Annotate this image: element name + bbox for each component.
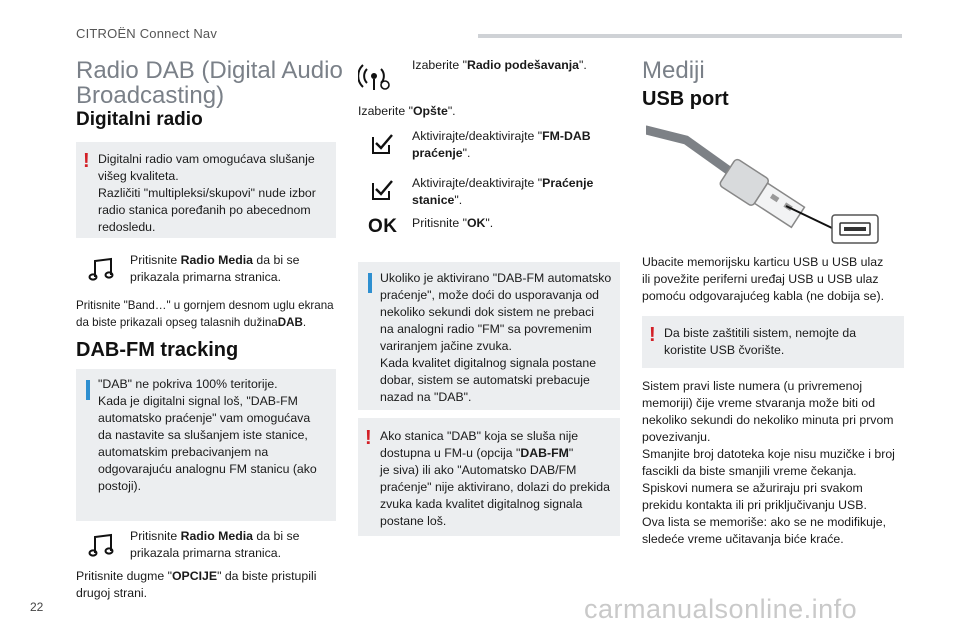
warning-text: Ako stanica "DAB" koja se sluša nije dostupna u FM-u (opcija "DAB-FM" je siva) ili ako "Automatsko DAB/FM praćenje" nije aktivirano, dolazi do prekida zvuka kada kvalitet digitalnog signala postane loš. [380, 429, 610, 528]
info-text: Ukoliko je aktivirano "DAB-FM automatsko praćenje", može doći do usporavanja od nekoliko sekundi dok sistem ne prebaci na analogni radio "FM" sa povremenim variranjem jačine zvuka. Kada kvalitet digitalnog signala postane dobar, sistem se automatski prebacuje nazad na "DAB". [380, 271, 612, 404]
warning-text: Da biste zaštitili sistem, nemojte da koristite USB čvorište. [664, 326, 857, 357]
section-heading-digital-radio: Digitalni radio [76, 109, 203, 130]
warning-text: Digitalni radio vam omogućava slušanje višeg kvaliteta. Različiti "multipleksi/skupovi" nude izbor radio stanica poređanih po abecednom redosledu. [98, 152, 316, 234]
info-box-dab-coverage [76, 369, 336, 521]
music-note-icon [88, 255, 116, 283]
radio-settings-icon [358, 58, 392, 92]
toggle-station-tracking: Aktivirajte/deaktivirajte "Praćenje stanice". [412, 176, 594, 207]
info-bar-icon [368, 273, 372, 293]
watermark: carmanualsonline.info [584, 594, 858, 624]
warning-exclamation-icon: ! [649, 324, 656, 346]
system-playlist-text: Sistem pravi liste numera (u privremenoj memoriji) čije vreme stvaranja može biti od nekoliko sekundi do nekoliko minuta pri prvom povezivanju. Smanjite broj datoteka koje nisu muzičke i broj fascikli da biste smanjili vreme čekanja. Spiskovi numera se ažuriraju pri svakom prekidu kontakta ili pri priključivanju USB. Ova lista se memoriše: ako se ne modifikuje, sledeće vreme učitavanja biće kraće. [642, 379, 895, 546]
section-title-media: Mediji [642, 57, 705, 84]
page-title: Radio DAB (Digital Audio Broadcasting) [76, 57, 343, 109]
ok-icon: OK [368, 216, 398, 237]
band-instruction: Pritisnite "Band…" u gornjem desnom uglu ekrana da biste prikazali opseg talasnih dužinaDAB. [76, 299, 334, 329]
warning-box-usb-hub [642, 316, 904, 368]
info-box-fm-switch [358, 262, 620, 410]
section-heading-usb-port: USB port [642, 88, 729, 110]
info-bar-icon [86, 380, 90, 400]
info-text: "DAB" ne pokriva 100% teritorije. Kada je digitalni signal loš, "DAB-FM automatsko praćenje" vam omogućava da nastavite sa slušanjem iste stanice, automatskim prebacivanjem na odgovarajuću analognu FM stanicu (ako postoji). [98, 377, 317, 493]
warning-exclamation-icon: ! [365, 427, 372, 449]
warning-box-digital-radio [76, 142, 336, 238]
music-note-icon [88, 531, 116, 559]
header-rule [478, 34, 902, 38]
press-ok: Pritisnite "OK". [412, 216, 494, 230]
page-number: 22 [30, 600, 44, 614]
running-header: CITROËN Connect Nav [76, 26, 218, 41]
usb-insert-text: Ubacite memorijsku karticu USB u USB ulaz ili povežite periferni uređaj USB u USB ulaz pomoću odgovarajućeg kabla (ne dobija se). [642, 255, 884, 303]
toggle-fm-dab-tracking: Aktivirajte/deaktivirajte "FM-DAB praćenje". [412, 129, 591, 160]
checkbox-tick-icon [370, 132, 396, 156]
section-heading-dab-fm: DAB-FM tracking [76, 339, 239, 361]
select-radio-settings: Izaberite "Radio podešavanja". [412, 58, 587, 72]
step-radio-media-2: Pritisnite Radio Media da bi se prikazala primarna stranica. [130, 529, 300, 560]
select-general: Izaberite "Opšte". [358, 104, 456, 118]
warning-exclamation-icon: ! [83, 150, 90, 172]
warning-box-dab-unavailable [358, 418, 620, 536]
step-radio-media-1: Pritisnite Radio Media da bi se prikazala primarna stranica. [130, 253, 300, 284]
usb-port-icon [646, 118, 886, 248]
checkbox-tick-icon [370, 178, 396, 202]
options-instruction: Pritisnite dugme "OPCIJE" da biste pristupili drugoj strani. [76, 569, 317, 600]
